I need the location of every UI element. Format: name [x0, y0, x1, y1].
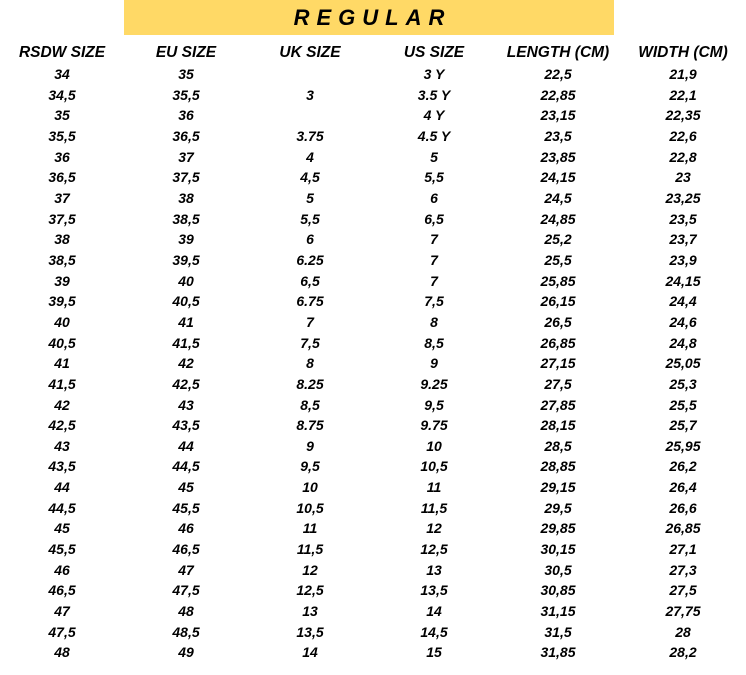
length-cell: 30,85 [540, 582, 576, 599]
eu-size-cell: 45 [178, 479, 194, 496]
width-cell: 23 [675, 169, 691, 186]
table-row [0, 477, 746, 498]
rsdw-size-cell: 48 [54, 644, 70, 661]
width-cell: 27,5 [669, 582, 697, 599]
column-header-width: WIDTH (CM) [638, 44, 728, 61]
table-row [0, 395, 746, 416]
eu-size-cell: 48,5 [172, 623, 200, 640]
uk-size-cell: 3.75 [296, 127, 324, 144]
size-chart-table [0, 42, 746, 663]
eu-size-cell: 37,5 [172, 169, 200, 186]
uk-size-cell: 8.75 [296, 417, 324, 434]
us-size-cell: 10,5 [420, 458, 448, 475]
title-banner [124, 0, 614, 35]
uk-size-cell: 8.25 [296, 375, 324, 392]
length-cell: 26,5 [544, 313, 572, 330]
width-cell: 25,05 [665, 355, 701, 372]
us-size-cell: 6 [430, 189, 438, 206]
eu-size-cell: 44,5 [172, 458, 200, 475]
width-cell: 26,4 [669, 479, 697, 496]
us-size-cell: 7,5 [424, 293, 444, 310]
rsdw-size-cell: 46,5 [48, 582, 76, 599]
width-cell: 23,5 [669, 210, 697, 227]
eu-size-cell: 39,5 [172, 251, 200, 268]
uk-size-cell [248, 105, 372, 126]
table-row [0, 271, 746, 292]
us-size-cell: 5,5 [424, 169, 444, 186]
table-row [0, 333, 746, 354]
uk-size-cell: 13,5 [296, 623, 324, 640]
length-cell: 30,15 [540, 541, 576, 558]
rsdw-size-cell: 36 [54, 148, 70, 165]
length-cell: 31,5 [544, 623, 572, 640]
eu-size-cell: 47,5 [172, 582, 200, 599]
width-cell: 24,6 [669, 313, 697, 330]
eu-size-cell: 36,5 [172, 127, 200, 144]
us-size-cell: 10 [426, 437, 442, 454]
length-cell: 24,5 [544, 189, 572, 206]
table-row [0, 167, 746, 188]
uk-size-cell: 7,5 [300, 334, 320, 351]
width-cell: 27,1 [669, 541, 697, 558]
eu-size-cell: 35 [178, 66, 194, 82]
table-row [0, 353, 746, 374]
us-size-cell: 7 [430, 272, 438, 289]
uk-size-cell: 3 [306, 86, 314, 103]
us-size-cell: 7 [430, 251, 438, 268]
us-size-cell: 12 [426, 520, 442, 537]
width-cell: 26,2 [669, 458, 697, 475]
width-cell: 24,4 [669, 293, 697, 310]
length-cell: 25,2 [544, 231, 572, 248]
table-row [0, 456, 746, 477]
us-size-cell: 3 Y [423, 66, 445, 82]
uk-size-cell: 6 [306, 231, 314, 248]
table-row [0, 250, 746, 271]
eu-size-cell: 46 [178, 520, 194, 537]
eu-size-cell: 38 [178, 189, 194, 206]
rsdw-size-cell: 34,5 [48, 86, 76, 103]
table-row [0, 498, 746, 519]
eu-size-cell: 41 [178, 313, 194, 330]
width-cell: 28 [675, 623, 691, 640]
rsdw-size-cell: 39 [54, 272, 70, 289]
length-cell: 31,85 [540, 644, 576, 661]
rsdw-size-cell: 47,5 [48, 623, 76, 640]
rsdw-size-cell: 46 [54, 561, 70, 578]
uk-size-cell: 4 [306, 148, 314, 165]
width-cell: 24,15 [665, 272, 701, 289]
rsdw-size-cell: 42 [54, 396, 70, 413]
length-cell: 25,85 [540, 272, 576, 289]
table-row [0, 147, 746, 168]
width-cell: 22,6 [669, 127, 697, 144]
length-cell: 27,5 [544, 375, 572, 392]
rsdw-size-cell: 45 [54, 520, 70, 537]
uk-size-cell: 6.25 [296, 251, 324, 268]
table-row [0, 374, 746, 395]
length-cell: 28,5 [544, 437, 572, 454]
uk-size-cell: 10,5 [296, 499, 324, 516]
eu-size-cell: 42,5 [172, 375, 200, 392]
uk-size-cell: 13 [302, 603, 318, 620]
rsdw-size-cell: 35 [54, 107, 70, 124]
uk-size-cell: 8 [306, 355, 314, 372]
width-cell: 26,85 [665, 520, 701, 537]
rsdw-size-cell: 37 [54, 189, 70, 206]
us-size-cell: 11,5 [420, 499, 448, 516]
rsdw-size-cell: 43,5 [48, 458, 76, 475]
width-cell: 21,9 [669, 66, 697, 82]
width-cell: 26,6 [669, 499, 697, 516]
width-cell: 27,75 [665, 603, 701, 620]
rsdw-size-cell: 41,5 [48, 375, 76, 392]
rsdw-size-cell: 43 [54, 437, 70, 454]
column-header-uk-size: UK SIZE [279, 44, 341, 61]
length-cell: 23,85 [540, 148, 576, 165]
uk-size-cell: 8,5 [300, 396, 320, 413]
column-header-eu-size: EU SIZE [155, 44, 217, 61]
eu-size-cell: 35,5 [172, 86, 200, 103]
table-row [0, 518, 746, 539]
rsdw-size-cell: 40 [54, 313, 70, 330]
table-row [0, 601, 746, 622]
eu-size-cell: 44 [178, 437, 194, 454]
width-cell: 23,9 [669, 251, 697, 268]
eu-size-cell: 38,5 [172, 210, 200, 227]
eu-size-cell: 48 [178, 603, 194, 620]
rsdw-size-cell: 44 [54, 479, 70, 496]
eu-size-cell: 40 [178, 272, 194, 289]
length-cell: 30,5 [544, 561, 572, 578]
uk-size-cell: 5 [306, 189, 314, 206]
uk-size-cell: 4,5 [300, 169, 320, 186]
us-size-cell: 4.5 Y [417, 127, 451, 144]
length-cell: 24,15 [540, 169, 576, 186]
rsdw-size-cell: 39,5 [48, 293, 76, 310]
us-size-cell: 3.5 Y [417, 86, 451, 103]
width-cell: 25,5 [669, 396, 697, 413]
table-row [0, 436, 746, 457]
header-row [0, 42, 746, 64]
length-cell: 27,85 [540, 396, 576, 413]
eu-size-cell: 42 [178, 355, 194, 372]
length-cell: 22,85 [540, 86, 576, 103]
width-cell: 22,35 [665, 107, 701, 124]
eu-size-cell: 41,5 [172, 334, 200, 351]
eu-size-cell: 43 [178, 396, 194, 413]
table-row [0, 642, 746, 663]
length-cell: 26,15 [540, 293, 576, 310]
uk-size-cell: 9 [306, 437, 314, 454]
eu-size-cell: 36 [178, 107, 194, 124]
eu-size-cell: 40,5 [172, 293, 200, 310]
us-size-cell: 12,5 [420, 541, 448, 558]
length-cell: 29,5 [544, 499, 572, 516]
eu-size-cell: 49 [178, 644, 194, 661]
table-row [0, 126, 746, 147]
page-title: REGULAR [293, 4, 452, 30]
width-cell: 22,8 [669, 148, 697, 165]
us-size-cell: 13 [426, 561, 442, 578]
table-row [0, 560, 746, 581]
us-size-cell: 14 [426, 603, 442, 620]
uk-size-cell: 7 [306, 313, 314, 330]
uk-size-cell: 5,5 [300, 210, 320, 227]
rsdw-size-cell: 35,5 [48, 127, 76, 144]
column-header-us-size: US SIZE [403, 44, 465, 61]
table-row [0, 64, 746, 85]
us-size-cell: 9,5 [424, 396, 444, 413]
uk-size-cell: 6,5 [300, 272, 320, 289]
length-cell: 27,15 [540, 355, 576, 372]
rsdw-size-cell: 47 [54, 603, 70, 620]
table-row [0, 580, 746, 601]
uk-size-cell [248, 64, 372, 85]
us-size-cell: 4 Y [423, 107, 445, 124]
uk-size-cell: 11,5 [296, 541, 324, 558]
table-row [0, 312, 746, 333]
table-row [0, 229, 746, 250]
length-cell: 29,85 [540, 520, 576, 537]
table-body [0, 64, 746, 663]
uk-size-cell: 6.75 [296, 293, 324, 310]
eu-size-cell: 47 [178, 561, 194, 578]
length-cell: 26,85 [540, 334, 576, 351]
width-cell: 23,25 [665, 189, 701, 206]
eu-size-cell: 43,5 [172, 417, 200, 434]
rsdw-size-cell: 42,5 [48, 417, 76, 434]
length-cell: 28,85 [540, 458, 576, 475]
eu-size-cell: 39 [178, 231, 194, 248]
table-row [0, 85, 746, 106]
length-cell: 23,5 [544, 127, 572, 144]
length-cell: 22,5 [544, 66, 572, 82]
width-cell: 24,8 [669, 334, 697, 351]
width-cell: 25,95 [665, 437, 701, 454]
us-size-cell: 8,5 [424, 334, 444, 351]
table-row [0, 291, 746, 312]
us-size-cell: 7 [430, 231, 438, 248]
eu-size-cell: 45,5 [172, 499, 200, 516]
rsdw-size-cell: 45,5 [48, 541, 76, 558]
length-cell: 29,15 [540, 479, 576, 496]
column-header-rsdw-size: RSDW SIZE [18, 44, 106, 61]
length-cell: 23,15 [540, 107, 576, 124]
length-cell: 25,5 [544, 251, 572, 268]
length-cell: 31,15 [540, 603, 576, 620]
rsdw-size-cell: 36,5 [48, 169, 76, 186]
us-size-cell: 8 [430, 313, 438, 330]
table-row [0, 415, 746, 436]
uk-size-cell: 9,5 [300, 458, 320, 475]
uk-size-cell: 12,5 [296, 582, 324, 599]
width-cell: 28,2 [669, 644, 697, 661]
uk-size-cell: 11 [302, 520, 318, 537]
table-row [0, 188, 746, 209]
us-size-cell: 9.75 [420, 417, 448, 434]
width-cell: 23,7 [669, 231, 697, 248]
rsdw-size-cell: 37,5 [48, 210, 76, 227]
us-size-cell: 11 [426, 479, 442, 496]
eu-size-cell: 46,5 [172, 541, 200, 558]
rsdw-size-cell: 34 [54, 66, 70, 82]
uk-size-cell: 12 [302, 561, 318, 578]
width-cell: 22,1 [669, 86, 697, 103]
us-size-cell: 5 [430, 148, 438, 165]
us-size-cell: 9 [430, 355, 438, 372]
uk-size-cell: 14 [302, 644, 318, 661]
width-cell: 25,7 [669, 417, 697, 434]
rsdw-size-cell: 41 [54, 355, 70, 372]
us-size-cell: 14,5 [420, 623, 448, 640]
table-row [0, 539, 746, 560]
rsdw-size-cell: 38,5 [48, 251, 76, 268]
rsdw-size-cell: 44,5 [48, 499, 76, 516]
width-cell: 27,3 [669, 561, 697, 578]
eu-size-cell: 37 [178, 148, 194, 165]
us-size-cell: 6,5 [424, 210, 444, 227]
table-row [0, 622, 746, 643]
column-header-length: LENGTH (CM) [506, 44, 610, 61]
table-row [0, 105, 746, 126]
length-cell: 24,85 [540, 210, 576, 227]
rsdw-size-cell: 40,5 [48, 334, 76, 351]
uk-size-cell: 10 [302, 479, 318, 496]
rsdw-size-cell: 38 [54, 231, 70, 248]
table-row [0, 209, 746, 230]
us-size-cell: 13,5 [420, 582, 448, 599]
length-cell: 28,15 [540, 417, 576, 434]
width-cell: 25,3 [669, 375, 697, 392]
us-size-cell: 9.25 [420, 375, 448, 392]
us-size-cell: 15 [426, 644, 442, 661]
